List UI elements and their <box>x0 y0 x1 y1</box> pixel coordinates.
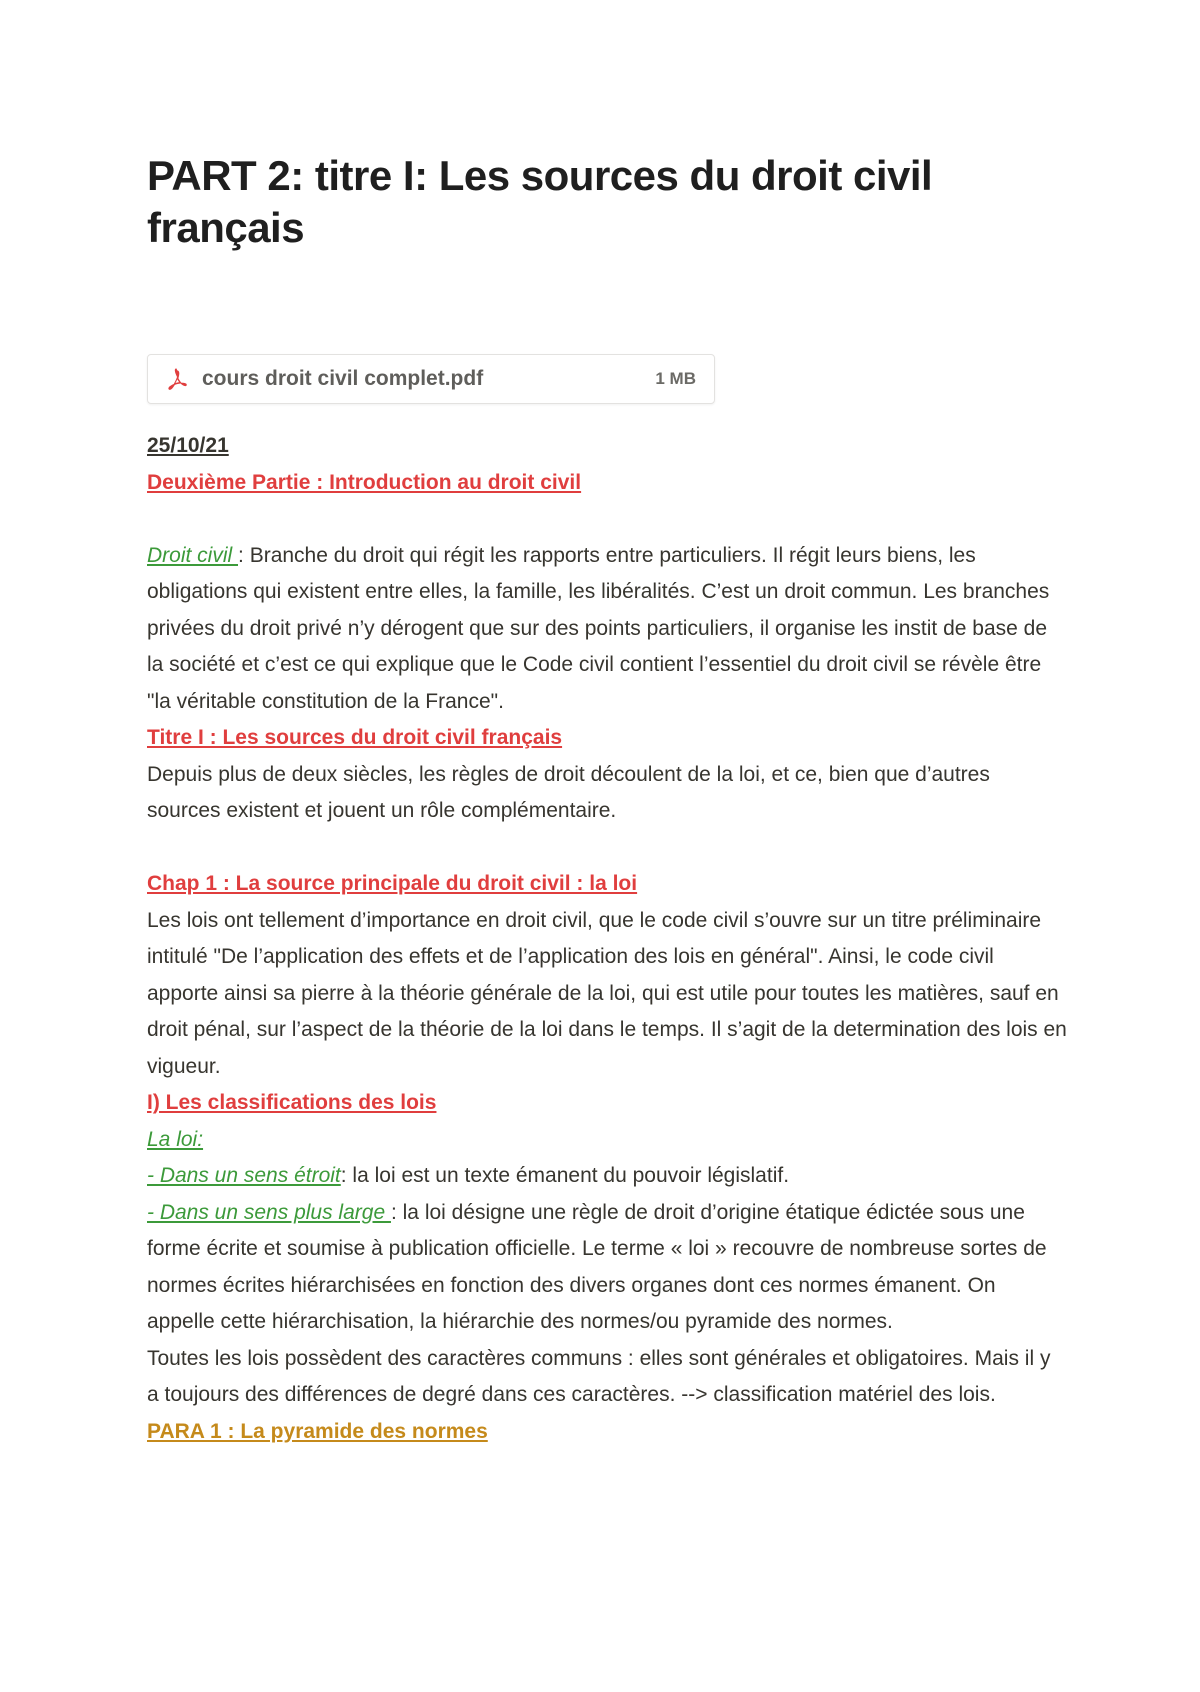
titre-heading: Titre I : Les sources du droit civil français <box>147 726 563 749</box>
loi-heading: La loi: <box>147 1127 204 1151</box>
sens-large-paragraph <box>147 1195 1067 1341</box>
spacer <box>147 501 1067 538</box>
sens-etroit-paragraph <box>147 1158 1067 1195</box>
definition-separator: : <box>238 543 250 567</box>
chapter-heading: Chap 1 : La source principale du droit civil : la loi <box>147 872 638 895</box>
caracteres-paragraph: Toutes les lois possèdent des caractères communs : elles sont générales et obligatoires. Mais il y a toujours des différences de degré dans ces caractères. --> classification matériel des lois. <box>147 1346 1051 1406</box>
page-title: PART 2: titre I: Les sources du droit civil français <box>147 152 933 251</box>
date-heading: 25/10/21 <box>147 434 229 457</box>
definition-text: Branche du droit qui régit les rapports entre particuliers. Il régit leurs biens, les obligations qui existent entre elles, la famille, les libéralités. C’est un droit commun. Les branches privées du droit privé n’y dérogent que sur des points particuliers, il organise les instit de base de la société et c’est ce qui explique que le Code civil contient l’essentiel du droit civil se révèle être "la véritable constitution de la France". <box>147 543 1050 713</box>
spacer <box>147 830 1067 867</box>
chapter-paragraph: Les lois ont tellement d’importance en droit civil, que le code civil s’ouvre sur un titre préliminaire intitulé "De l’application des effets et de l’application des lois en général". Ainsi, le code civil apporte ainsi sa pierre à la théorie générale de la loi, qui est utile pour toutes les matières, sauf en droit pénal, sur l’aspect de la théorie de la loi dans le temps. Il s’agit de la determination des lois en vigueur. <box>147 908 1067 1078</box>
attachment-filename: cours droit civil complet.pdf <box>202 367 484 390</box>
para-heading: PARA 1 : La pyramide des normes <box>147 1419 488 1443</box>
titre-paragraph: Depuis plus de deux siècles, les règles de droit découlent de la loi, et ce, bien que d’autres sources existent et jouent un rôle complémentaire. <box>147 762 990 822</box>
part-heading: Deuxième Partie : Introduction au droit civil <box>147 470 582 494</box>
sens-large-text: : la loi désigne une règle de droit d’origine étatique édictée sous une forme écrite et soumise à publication officielle. Le terme « loi » recouvre de nombreuse sortes de normes écrites hiérarchisées en fonction des divers organes dont ces normes émanent. On appelle cette hiérarchisation, la hiérarchie des normes/ou pyramide des normes. <box>147 1200 1047 1333</box>
sens-etroit-term: - Dans un sens étroit <box>147 1164 341 1187</box>
sens-large-term: - Dans un sens plus large <box>147 1200 391 1224</box>
definition-term: Droit civil <box>147 543 239 567</box>
section-heading: I) Les classifications des lois <box>147 1091 437 1114</box>
definition-paragraph <box>147 538 1067 721</box>
pdf-icon <box>164 366 190 392</box>
document-page <box>147 150 1067 1450</box>
document-body <box>147 428 1067 1450</box>
sens-etroit-text: : la loi est un texte émanent du pouvoir législatif. <box>340 1164 790 1187</box>
pdf-attachment[interactable] <box>147 354 715 404</box>
attachment-size: 1 MB <box>655 369 696 388</box>
